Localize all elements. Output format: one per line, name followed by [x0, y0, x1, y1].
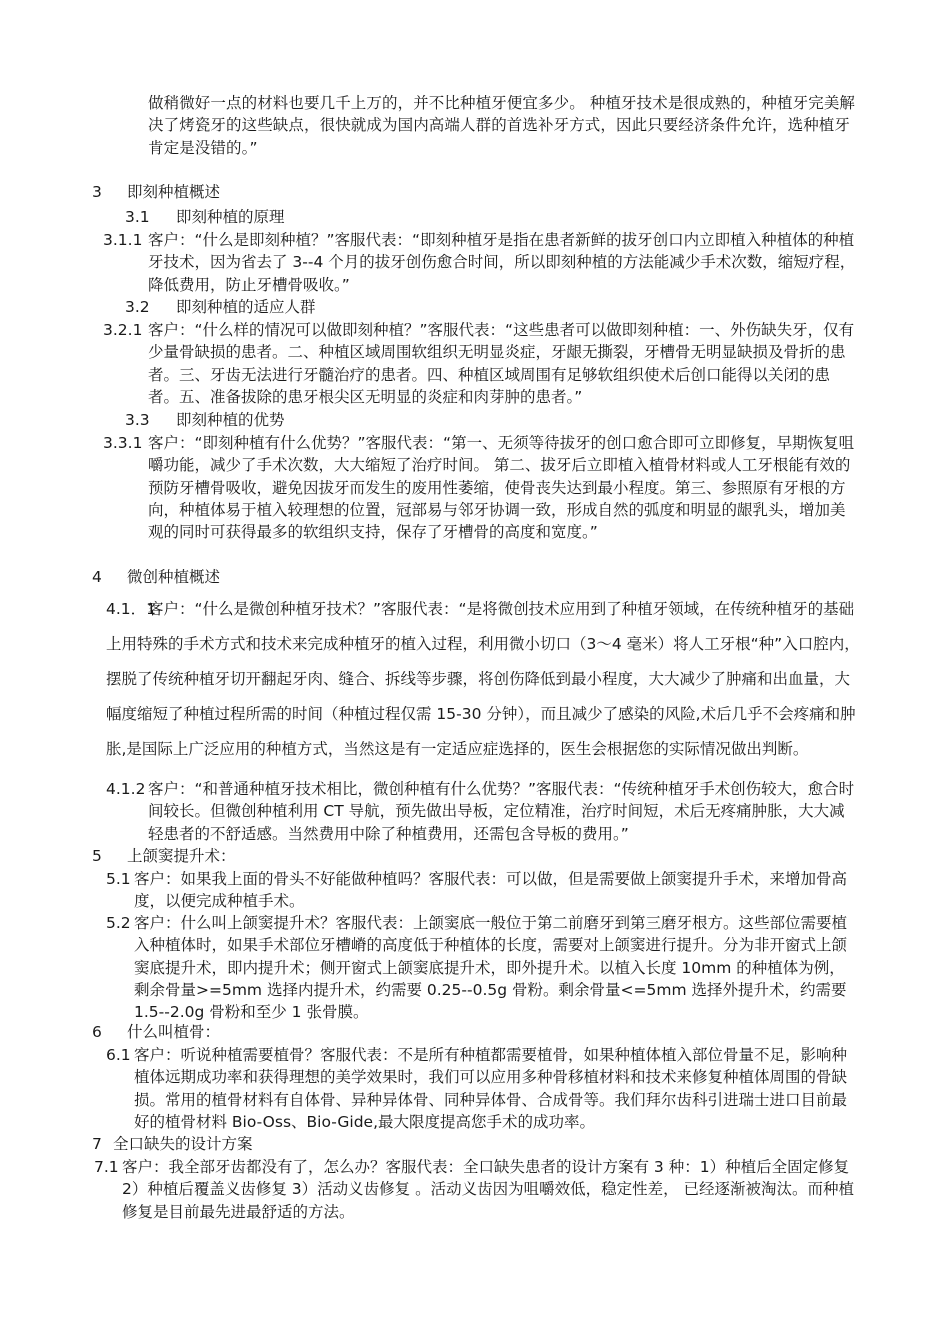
section-title: 即刻种植的优势 [175, 411, 285, 429]
item-3-3-1 [103, 432, 860, 543]
section-number: 3.2 [125, 298, 150, 316]
item-6-1 [106, 1044, 860, 1133]
item-text: 客户：听说种植需要植骨？客服代表：不是所有种植都需要植骨，如果种植体植入部位骨量不足，影响种植体远期成功率和获得理想的美学效果时，我们可以应用多种骨移植材料和技术来修复种植体周围的骨缺损。常用的植骨材料有自体骨、异种异体骨、同种异体骨、合成骨等。我们拜尔齿科引进瑞士进口目前最好的植骨材料 Bio-Oss、Bio-Gide,最大限度提高您手术的成功率。 [134, 1046, 848, 1131]
item-text: 客户：什么叫上颌窦提升术？客服代表：上颌窦底一般位于第二前磨牙到第三磨牙根方。这些部位需要植入种植体时，如果手术部位牙槽嵴的高度低于种植体的长度，需要对上颌窦进行提升。分为非开窗式上颌窦底提升术，即内提升术；侧开窗式上颌窦底提升术，即外提升术。以植入长度 10mm 的种植体为例，剩余骨量>=5mm 选择内提升术，约需要 0.25--0.5g 骨粉。剩余骨量<=5mm 选择外提升术，约需要 1.5--2.0g 骨粉和至少 1 张骨膜。 [134, 914, 848, 1022]
item-number: 6.1 [106, 1046, 131, 1064]
section-4-heading [92, 566, 220, 588]
item-5-1 [106, 868, 860, 913]
section-number: 6 [92, 1023, 102, 1041]
item-7-1 [94, 1156, 860, 1223]
section-title: 上颌窦提升术： [126, 847, 236, 865]
item-number: 5.2 [106, 914, 131, 932]
intro-paragraph: 做稍微好一点的材料也要几千上万的，并不比种植牙便宜多少。 种植牙技术是很成熟的，种植牙完美解决了烤瓷牙的这些缺点，很快就成为国内高端人群的首选补牙方式，因此只要经济条件允许，选种植牙肯定是没错的。” [148, 94, 856, 157]
item-text: 客户：“和普通种植牙技术相比，微创种植有什么优势？”客服代表：“传统种植牙手术创伤较大，愈合时间较长。但微创种植利用 CT 导航，预先做出导板，定位精准，治疗时间短，术后无疼痛肿胀，大大减轻患者的不舒适感。当然费用中除了种植费用，还需包含导板的费用。” [148, 780, 855, 843]
section-title: 即刻种植概述 [126, 183, 220, 201]
item-text: 客户：“即刻种植有什么优势？”客服代表：“第一、无须等待拔牙的创口愈合即可立即修复，早期恢复咀嚼功能，减少了手术次数，大大缩短了治疗时间。 第二、拔牙后立即植入植骨材料或人工牙根能有效的预防牙槽骨吸收，避免因拔牙而发生的废用性萎缩，使骨丧失达到最小程度。第三、参照原有牙根的方向，种植体易于植入较理想的位置，冠部易与邻牙协调一致，形成自然的弧度和明显的龈乳头，增加美观的同时可获得最多的软组织支持，保存了牙槽骨的高度和宽度。” [148, 434, 855, 542]
item-number: 7.1 [94, 1158, 119, 1176]
item-number: 5.1 [106, 870, 131, 888]
section-3-2-heading [125, 296, 315, 318]
item-number: 3.3.1 [103, 434, 143, 452]
item-number: 3.2.1 [103, 321, 143, 339]
section-number: 4 [92, 568, 102, 586]
section-5-heading [92, 845, 235, 867]
section-3-heading [92, 181, 220, 203]
item-text: 客户：如果我上面的骨头不好能做种植吗？客服代表：可以做，但是需要做上颌窦提升手术，来增加骨高度，以便完成种植手术。 [134, 870, 848, 911]
section-title: 即刻种植的适应人群 [175, 298, 316, 316]
section-title: 即刻种植的原理 [175, 208, 285, 226]
item-4-1-1 [106, 592, 860, 767]
section-7-heading [92, 1133, 252, 1155]
section-title: 什么叫植骨： [126, 1023, 220, 1041]
section-number: 3.3 [125, 411, 150, 429]
item-number: 4.1．1 [106, 600, 157, 618]
section-3-3-heading [125, 409, 284, 431]
item-3-1-1 [103, 229, 860, 296]
item-text: 客户：我全部牙齿都没有了，怎么办？客服代表：全口缺失患者的设计方案有 3 种：1）种植后全固定修复 2）种植后覆盖义齿修复 3）活动义齿修复 。活动义齿因为咀嚼效低，稳定性差， 已经逐渐被淘汰。而种植修复是目前最先进最舒适的方法。 [122, 1158, 855, 1221]
item-text: 客户：“什么是即刻种植？”客服代表：“即刻种植牙是指在患者新鲜的拔牙创口内立即植入种植体的种植牙技术，因为省去了 3--4 个月的拔牙创伤愈合时间，所以即刻种植的方法能减少手术次数，缩短疗程，降低费用，防止牙槽骨吸收。” [148, 231, 856, 294]
section-number: 3 [92, 183, 102, 201]
item-number: 3.1.1 [103, 231, 143, 249]
section-title: 微创种植概述 [126, 568, 220, 586]
section-3-1-heading [125, 206, 284, 228]
item-text: 客户：“什么是微创种植牙技术？”客服代表：“是将微创技术应用到了种植牙领域，在传统种植牙的基础上用特殊的手术方式和技术来完成种植牙的植入过程，利用微小切口（3～4 毫米）将人工牙根“种”入口腔内，摆脱了传统种植牙切开翻起牙肉、缝合、拆线等步骤，将创伤降低到最小程度，大大减少了肿痛和出血量，大幅度缩短了种植过程所需的时间（种植过程仅需 15-30 分钟），而且减少了感染的风险,术后几乎不会疼痛和肿胀,是国际上广泛应用的种植方式，当然这是有一定适应症选择的，医生会根据您的实际情况做出判断。 [106, 600, 860, 758]
item-3-2-1 [103, 319, 860, 408]
item-4-1-2 [106, 778, 860, 845]
section-number: 5 [92, 847, 102, 865]
item-number: 4.1.2 [106, 780, 146, 798]
section-title: 全口缺失的设计方案 [112, 1135, 253, 1153]
item-5-2 [106, 912, 860, 1023]
item-text: 客户：“什么样的情况可以做即刻种植？”客服代表：“这些患者可以做即刻种植：一、外伤缺失牙，仅有少量骨缺损的患者。二、种植区域周围软组织无明显炎症，牙龈无撕裂，牙槽骨无明显缺损及骨折的患者。三、牙齿无法进行牙髓治疗的患者。四、种植区域周围有足够软组织使术后创口能得以关闭的患者。五、准备拔除的患牙根尖区无明显的炎症和肉芽肿的患者。” [148, 321, 855, 406]
section-number: 7 [92, 1135, 102, 1153]
section-6-heading [92, 1021, 220, 1043]
section-number: 3.1 [125, 208, 150, 226]
